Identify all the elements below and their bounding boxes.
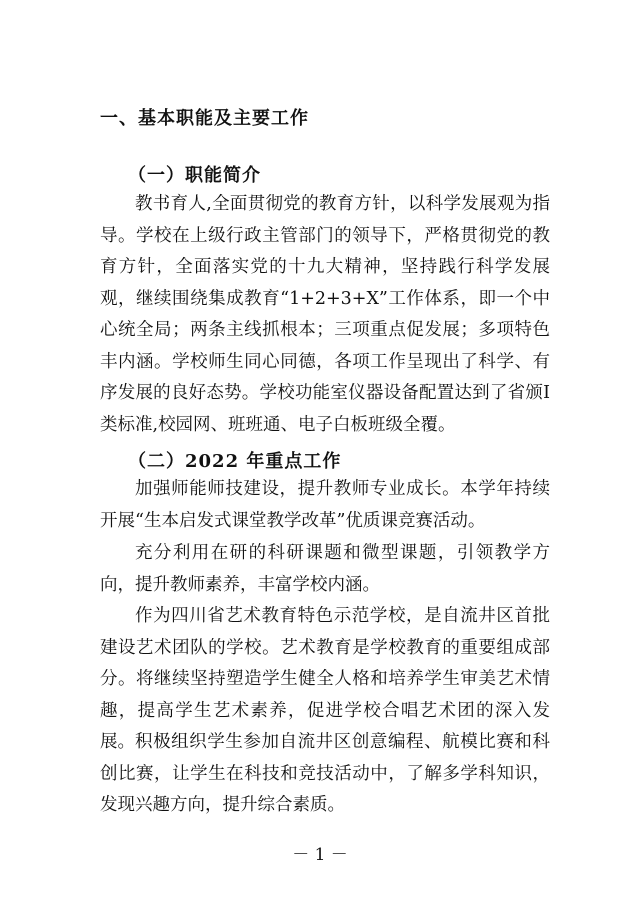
page-number: － 1 － bbox=[292, 845, 348, 865]
section-1-paragraph: 教书育人,全面贯彻党的教育方针，以科学发展观为指导。学校在上级行政主管部门的领导下，严格贯彻党的教育方针，全面落实党的十九大精神，坚持践行科学发展观，继续围绕集成教育“1+2+3+X”工作体系，即一个中心统全局；两条主线抓根本；三项重点促发展；多项特色丰内涵。学校师生同心同德，各项工作呈现出了科学、有序发展的良好态势。学校功能室仪器设备配置达到了省颁Ⅰ类标准,校园网、班班通、电子白板班级全覆。 bbox=[100, 194, 550, 435]
section-1-title: （一）职能简介 bbox=[128, 165, 261, 186]
heading-basic-functions: 一、基本职能及主要工作 bbox=[100, 108, 309, 129]
section-2-paragraph-1: 加强师能师技建设，提升教师专业成长。本学年持续开展“生本启发式课堂教学改革”优质课竞赛活动。 bbox=[100, 479, 550, 531]
section-2-paragraph-3: 作为四川省艺术教育特色示范学校，是自流井区首批建设艺术团队的学校。艺术教育是学校教育的重要组成部分。将继续坚持塑造学生健全人格和培养学生审美艺术情趣，提高学生艺术素养，促进学校合唱艺术团的深入发展。 bbox=[100, 606, 550, 752]
section-2-title: （二）2022 年重点工作 bbox=[128, 451, 342, 472]
section-2-paragraph-4: 积极组织学生参加自流井区创意编程、航模比赛和科创比赛，让学生在科技和竞技活动中，了解多学科知识，发现兴趣方向，提升综合素质。 bbox=[100, 732, 550, 815]
section-2-paragraph-2: 充分利用在研的科研课题和微型课题，引领教学方向，提升教师素养，丰富学校内涵。 bbox=[100, 543, 550, 595]
